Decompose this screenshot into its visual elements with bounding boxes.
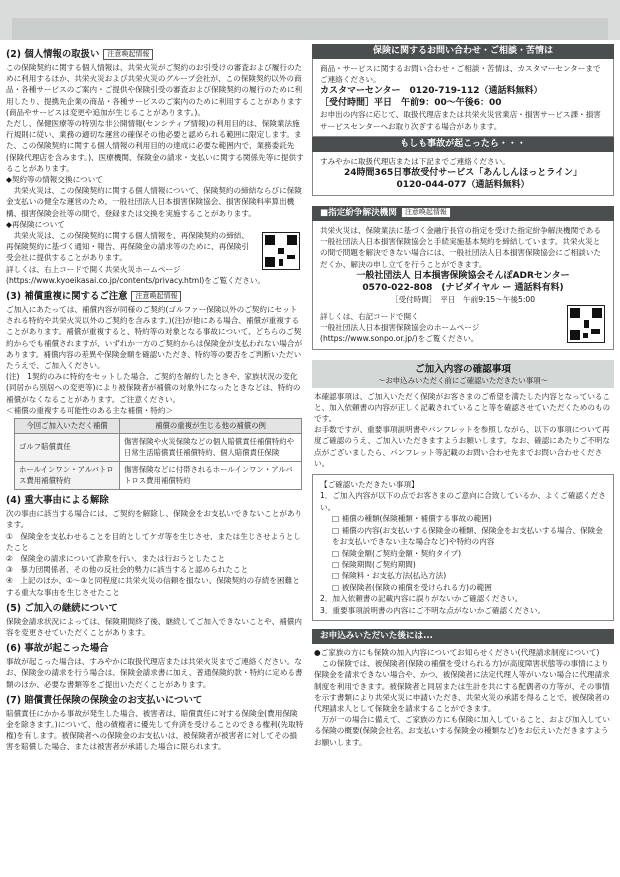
notice-tag: 注意喚起情報	[401, 207, 451, 218]
table-header: 今回ご加入いただく補償	[15, 419, 120, 434]
accident-phone[interactable]: 0120-044-077（通話料無料）	[396, 180, 530, 191]
after-bar: お申込みいただいた後には...	[312, 629, 614, 644]
adr-detail: 詳しくは、右記コードで開く 一般社団法人日本損害保険協会のホームページ (https://www.sonpo.or.jp/)をご覧ください。	[320, 312, 480, 344]
accident-bar: もしも事故が起こったら・・・	[312, 137, 614, 152]
section-7-body: 賠償責任にかかる事故が発生した場合、被害者は、賠償責任に対する保険金(費用保険金を除きます。)について、他の債権者に優先して弁済を受けることのできる権利(先取特権)を有します。被保険者への保険金のお支払いは、被保険者が被害者に対してその損害を賠償した場合、または被害者が承諾した場合に限られます。	[6, 708, 304, 752]
checklist-item[interactable]: □ 保険料・お支払方法(払込方法)	[332, 571, 447, 581]
section-3-body: ご加入にあたっては、補償内容が同様のご契約(ゴルファー保険以外のご契約にセットされる特約や共栄火災以外のご契約を含みます。)(注)が他にある場合、補償が重複することがあります。補償が重複すると、特約等の対象となる事故について、どちらのご契約からでも補償されますが、いずれか一方のご契約からは保険金が支払われない場合があります。補償内容の差異や保険金額を確認いただき、特約等の要否をご判断いただいたうえで、ご加入ください。	[6, 305, 303, 371]
section-4-body: 次の事由に該当する場合には、ご契約を解除し、保険金をお支払いできないことがあります。 ① 保険金を支払わせることを目的としてケガ等を生じさせ、または生じさせようとしたこと ② 保険金の請求について詐欺を行い、または行おうとしたこと ③ 暴力団関係者、その他の反社会的勢力に該当すると認められたこと ④ 上記のほか、①～③と同程度に共栄火災の信頼を損ない、保険契約の存続を困難とする重大な事由を生じさせたこと	[6, 509, 303, 597]
qr-code-kyoei[interactable]	[262, 232, 300, 270]
confirm-title: ご加入内容の確認事項	[415, 363, 511, 375]
checklist-item[interactable]: □ 保険金額(ご契約金額・契約タイプ)	[332, 548, 462, 558]
right-column	[312, 44, 614, 751]
section-3-heading: (3) 補償重複に関するご注意 注意喚起情報	[6, 290, 304, 303]
inquiry-box	[312, 59, 614, 137]
confirm-intro: 本確認事項は、ご加入いただく保険がお客さまのご希望を満たした内容となっていること、加入依頼書の内容が正しく記載されていること等を確認させていただくためのものです。 お手数ですが、重要事項説明書やパンフレットを参照しながら、以下の事項について再度ご確認のうえ、ご加入いただきますようお願いします。なお、確認にあたりご不明な点がございましたら、パンフレット等記載のお問い合わせ先までお問い合わせください。	[314, 391, 611, 468]
section-2-sub2-title: ◆再保険について	[6, 219, 65, 229]
confirm-checklist	[320, 513, 606, 593]
section-2-sub2-body: 共栄火災は、この保険契約に関する個人情報を、再保険契約の締結、再保険契約に基づく通知・報告、再保険金の請求等のために、再保険引受会社に提供することがあります。	[6, 231, 249, 263]
section-2-sub1-body: 共栄火災は、この保険契約に関する個人情報について、保険契約の締結ならびに保険金支払いの健全な運営のため、一般社団法人日本損害保険協会、損害保険料率算出機構、損害保険会社等の間で、登録または交換を実施することがあります。	[6, 186, 302, 218]
table-caption: ＜補償の重複する可能性のある主な補償・特約＞	[6, 405, 174, 415]
adr-phone[interactable]: 0570-022-808 (ナビダイヤル ー 通話料有料)	[362, 282, 564, 293]
confirm-item-1: 1．ご加入内容が以下の点でお客さまのご意向に合致しているか、よくご確認ください。	[320, 491, 606, 512]
confirm-subtitle: ～お申込みいただく前にご確認いただきたい事項～	[378, 375, 548, 385]
checklist-item[interactable]: □ 補償の種類(保険種類・補償する事故の範囲)	[332, 514, 492, 524]
accident-line1: 24時間365日事故受付サービス「あんしんほっとライン」	[343, 168, 583, 179]
after-body: ●ご家族の方にも保険の加入内容についてお知らせください(代理請求制度について) この保険では、被保険者(保険の補償を受けられる方)が高度障害状態等の事情により保険金を請求できない場合や、かつ、被保険者に法定代理人等がいない場合に代理請求制度を利用できます。被保険者と同居または生計を共にする配偶者の方等が、その事情を示す書類により共栄火災に申請いただき、共栄火災の承諾を得ることで、被保険者の代理請求人として保険金を請求することができます。 万が一の場合に備えて、ご家族の方にも保険に加入していること、および加入している保険の概要(保険会社名、お支払いする保険金の種類など)をお伝えいただきますようお願いします。	[314, 647, 610, 747]
section-5-heading: (5) ご加入の継続について	[6, 602, 118, 614]
accident-box	[312, 152, 614, 196]
section-2-body: この保険契約に関する個人情報は、共栄火災がご契約のお引受けの審査および履行のために利用するほか、共栄火災および共栄火災のグループ会社が、この保険契約以外の商品・各種サービスのご案内・ご提供や保険引受の審査および保険契約の履行のために利用したり、提携先企業の商品・各種サービスのご案内のために利用することがあります(商品やサービスは変更や追加が生じることがあります。)。 ただし、保健医療等の特別な非公開情報(センシティブ情報)の利用目的は、保険業法施行規則に従い、業務の適切な運営の確保その他必要と認められる範囲に限定します。また、この保険契約に関する個人情報の利用目的の達成に必要な範囲内で、業務委託先(保険代理店を含みます。)、医療機関、保険金の請求・支払いに関する関係先等に提供することがあります。	[6, 63, 304, 173]
inquiry-intro: 商品・サービスに関するお問い合わせ・ご相談・苦情は、カスタマーセンターまでご連絡ください。	[320, 64, 601, 85]
section-2-detail: 詳しくは、右上コードで開く共栄火災ホームページ (https://www.kyoeikasai.co.jp/contents/privacy.html)をご覧ください。	[6, 264, 266, 285]
table-row: ゴルフ賠償責任 傷害保険や火災保険などの個人賠償責任補償特約や日常生活賠償責任補償特約、個人賠償責任保険	[15, 434, 302, 462]
customer-center-phone[interactable]: カスタマーセンター 0120-719-112（通話料無料）	[320, 86, 543, 97]
section-7-heading: (7) 賠償責任保険の保険金のお支払いについて	[6, 694, 203, 706]
inquiry-bar: 保険に関するお問い合わせ・ご相談・苦情は	[312, 44, 614, 59]
checklist-item[interactable]: □ 保険期間(ご契約期間)	[332, 559, 416, 569]
top-band-chip	[12, 18, 608, 40]
section-6-heading: (6) 事故が起こった場合	[6, 643, 109, 655]
section-2-sub1-title: ◆契約等の情報交換について	[6, 175, 103, 185]
qr-code-sonpo[interactable]	[567, 305, 605, 343]
inquiry-hours: ［受付時間］平日 午前9：00～午後6：00	[320, 98, 502, 109]
table-row: ホールインワン・アルバトロス費用補償特約 傷害保険などに付帯されるホールインワン・アルバトロス費用補償特約	[15, 462, 302, 490]
confirm-banner	[312, 360, 614, 388]
inquiry-note: お申出の内容に応じて、取扱代理店または共栄火災営業店・損害サービス課・損害サービスセンターへお取り次ぎする場合があります。	[320, 110, 601, 131]
adr-org: 一般社団法人 日本損害保険協会そんぽADRセンター	[356, 270, 570, 281]
checklist-item[interactable]: □ 補償の内容(お支払いする保険金の種類、保険金をお支払いする場合、保険金をお支払いできない主な場合など)や特約の内容	[332, 525, 603, 547]
checklist-item[interactable]: □ 被保険者(保険の補償を受けられる方)の範囲	[332, 582, 492, 592]
notice-tag: 注意喚起情報	[131, 291, 181, 302]
adr-body: 共栄火災は、保険業法に基づく金融庁長官の指定を受けた指定紛争解決機関である一般社団法人日本損害保険協会と手続実施基本契約を締結しています。共栄火災との間で問題を解決できない場合には、一般社団法人日本損害保険協会にご相談いただくか、解決の申し立てを行うことができます。	[320, 226, 601, 269]
section-2-heading: (2) 個人情報の取扱い 注意喚起情報	[6, 48, 304, 61]
confirm-item-3: 3．重要事項説明書の内容にご不明な点がないかご確認ください。	[320, 605, 546, 615]
confirm-list-box	[312, 474, 614, 621]
section-3-note: (注) 1契約のみに特約をセットした場合、ご契約を解約したときや、家族状況の変化(同居から別居への変更等)により被保険者が補償の対象外になったときなどは、特約の補償がなくなることがあります。ご注意ください。	[6, 372, 301, 404]
section-6-body: 事故が起こった場合は、すみやかに取扱代理店または共栄火災までご連絡ください。なお、保険金の請求を行う場合は、保険金請求書に加え、普通保険約款・特約に定める書類のほか、必要な書類等をご提出いただくことがあります。	[6, 657, 303, 689]
adr-box	[312, 221, 614, 350]
confirm-list-title: 【ご確認いただきたい事項】	[320, 480, 419, 490]
accident-intro: すみやかに取扱代理店または下記までご連絡ください。	[320, 156, 510, 166]
left-column	[6, 44, 304, 753]
section-5-body: 保険金請求状況によっては、保険期間終了後、継続してご加入できないことや、補償内容を変更させていただくことがあります。	[6, 616, 302, 637]
adr-hours: ［受付時間］ 平日 午前9:15～午後5:00	[390, 294, 536, 304]
top-band	[0, 0, 620, 40]
confirm-item-2: 2．加入依頼書の記載内容に誤りがないかご確認ください。	[320, 594, 523, 604]
overlap-table	[14, 418, 302, 490]
table-header: 補償の重複が生じる他の補償の例	[120, 419, 302, 434]
adr-bar: ■指定紛争解決機関 注意喚起情報	[312, 206, 614, 221]
section-4-heading: (4) 重大事由による解除	[6, 495, 109, 507]
notice-tag: 注意喚起情報	[103, 49, 153, 60]
